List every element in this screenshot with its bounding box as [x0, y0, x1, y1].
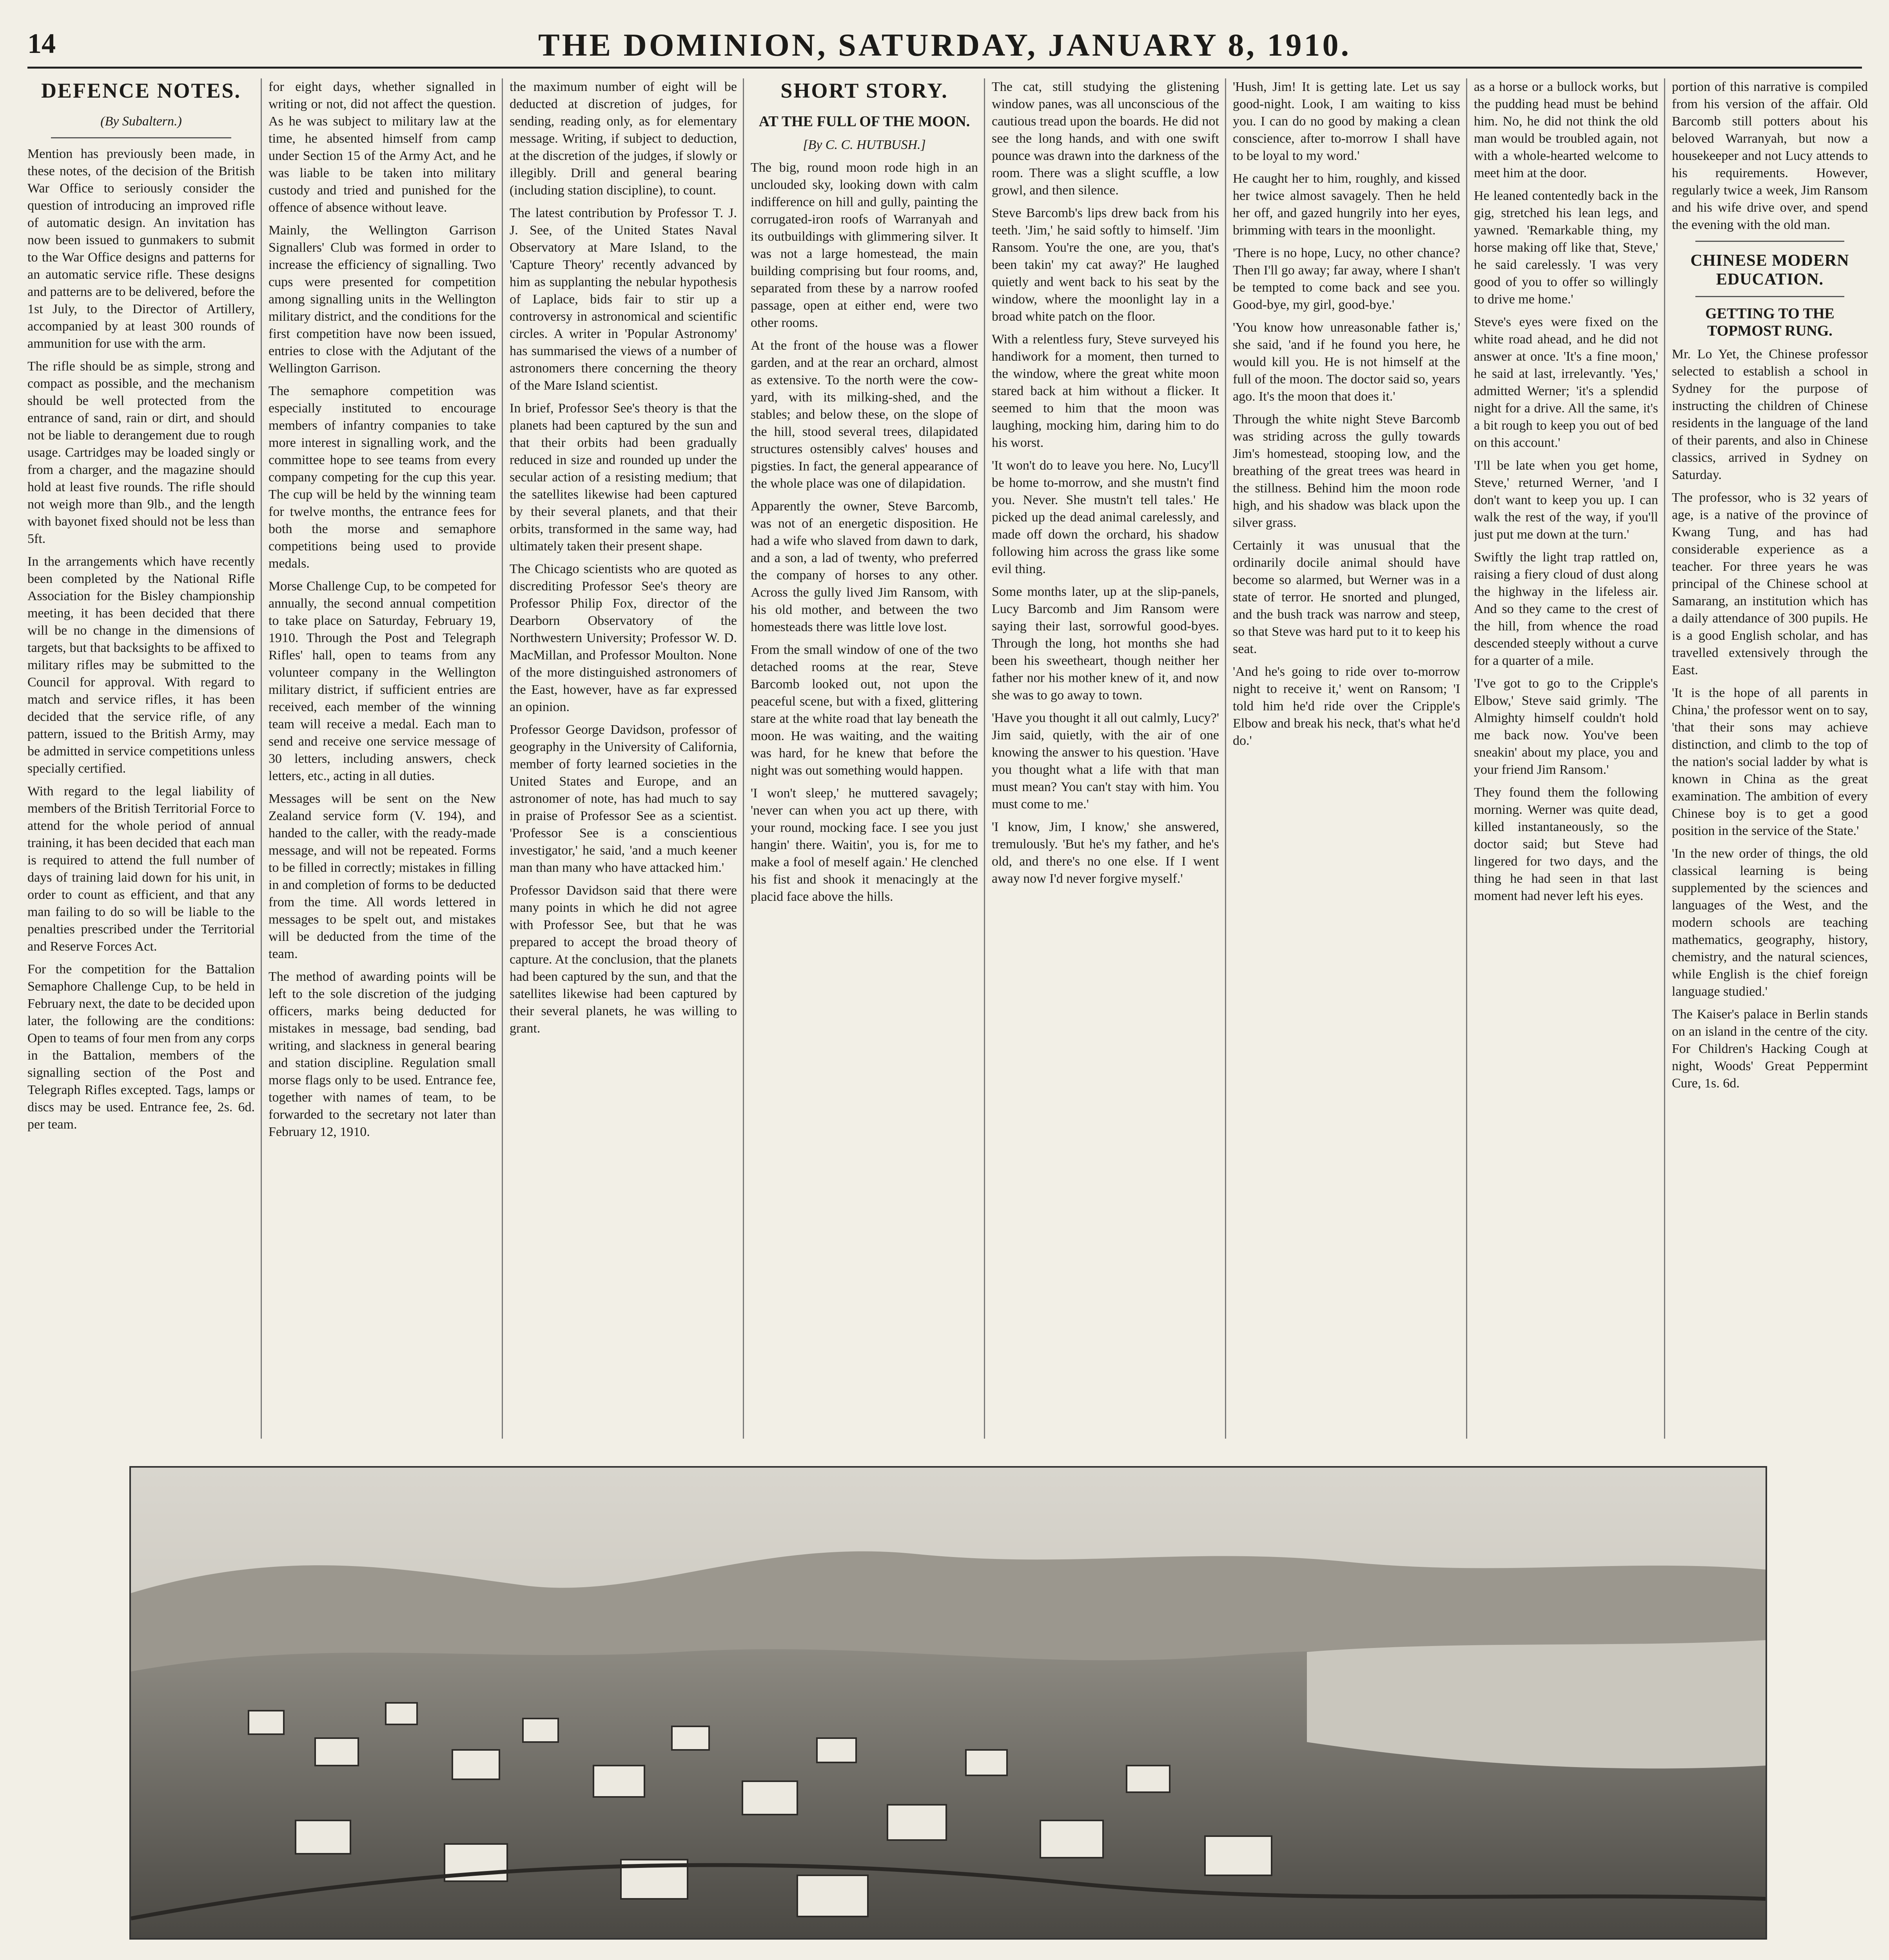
article-paragraph: Morse Challenge Cup, to be competed for annually, the second annual competition to take place on Saturday, February 19, 1910. Through the Post and Telegraph Rifles' hall, open to teams from any volunteer company in the Wellington military district, if sufficient entries are received, each member of the winning team will receive a medal. Each man to send and receive one service message of 30 letters, including answers, check letters, etc., acting in all duties.	[269, 579, 496, 783]
article-paragraph: For the competition for the Battalion Semaphore Challenge Cup, to be held in February next, the date to be decided upon later, the following are the conditions: Open to teams of four men from any corps in the Battalion, members of the signalling section of the Post and Telegraph Rifles excepted. Tags, lamps or discs may be used. Entrance fee, 2s. 6d. per team.	[27, 962, 255, 1132]
article-paragraph: 'There is no hope, Lucy, no other chance? Then I'll go away; far away, where I shan't be tempted to come back and see you. Good-bye, my girl, good-bye.'	[1233, 246, 1460, 312]
panorama-photo-illustration	[131, 1468, 1766, 1938]
defence-notes-column	[27, 78, 255, 1439]
divider	[1695, 241, 1844, 242]
column-rule	[1466, 78, 1467, 1439]
article-paragraph: Certainly it was unusual that the ordinarily docile animal should have become so alarmed, but Werner was in a state of terror. He snorted and plunged, and the bush track was narrow and steep, so that Steve was hard put to it to keep his seat.	[1233, 538, 1460, 656]
column-rule	[1664, 78, 1665, 1439]
page-number: 14	[27, 28, 56, 59]
masthead	[27, 24, 1862, 69]
short-story-column-3	[1233, 78, 1460, 1439]
short-story-heading: SHORT STORY.	[780, 79, 948, 102]
article-paragraph: 'It won't do to leave you here. No, Lucy'll be home to-morrow, and she mustn't find you. Never. She mustn't tell tales.' He picked up the dead animal carelessly, and made off down the orchard, his shadow following him across the grass like some evil thing.	[992, 458, 1219, 576]
article-paragraph: the maximum number of eight will be deducted at discretion of judges, for sending, reading only, as for elementary message. Writing, if subject to deduction, at the discretion of the judges, if slowly or illegibly. Drill and general bearing (including station discipline), to count.	[510, 80, 737, 198]
article-paragraph: 'In the new order of things, the old classical learning is being supplemented by the sciences and languages of the West, and the modern schools are teaching mathematics, geography, history, chemistry, and the natural sciences, while English is the chief foreign language studied.'	[1672, 846, 1868, 999]
military-column	[269, 78, 496, 1439]
chinese-education-column	[1672, 78, 1868, 1439]
short-story-byline: [By C. C. HUTBUSH.]	[803, 138, 926, 152]
article-paragraph: 'I won't sleep,' he muttered savagely; 'never can when you act up there, with your round, mocking face. I see you just hangin' there. Waitin', you is, for me to make a fool of meself again.' He clenched his fist and shook it menacingly at the placid face above the hills.	[751, 786, 978, 904]
column-rule	[261, 78, 262, 1439]
short-story-column	[751, 78, 978, 1439]
article-paragraph: 'I've got to go to the Cripple's Elbow,' Steve said grimly. 'The Almighty himself couldn't hold me back now. You've been sneakin' about my place, you and your friend Jim Ransom.'	[1474, 676, 1658, 777]
article-paragraph: portion of this narrative is compiled from his version of the affair. Old Barcomb still potters about his beloved Warranyah, but now a housekeeper and not Lucy attends to his requirements. However, regularly twice a week, Jim Ransom and his wife drive over, and spend the evening with the old man.	[1672, 80, 1868, 232]
masthead-title: THE DOMINION, SATURDAY, JANUARY 8, 1910.	[538, 27, 1351, 63]
article-paragraph: 'You know how unreasonable father is,' she said, 'and if he found you here, he would kill you. He is not himself at the full of the moon. The doctor said so, years ago. It's the moon that does it.'	[1233, 320, 1460, 404]
short-story-column-2	[992, 78, 1219, 1439]
defence-notes-heading: DEFENCE NOTES.	[41, 79, 241, 102]
article-paragraph: He caught her to him, roughly, and kissed her twice almost savagely. Then he held her off, and gazed hungrily into her eyes, brimming with tears in the moonlight.	[1233, 171, 1460, 238]
article-paragraph: 'And he's going to ride over to-morrow night to receive it,' went on Ransom; 'I told him he'd ride over the Cripple's Elbow and break his neck, that's what he'd do.'	[1233, 664, 1460, 748]
article-paragraph: as a horse or a bullock works, but the pudding head must be behind him. No, he did not think the old man would be troubled again, not with a whole-hearted welcome to meet him at the door.	[1474, 80, 1658, 180]
article-paragraph: The latest contribution by Professor T. J. J. See, of the United States Naval Observatory at Mare Island, to the 'Capture Theory' recently advanced by him as supplanting the nebular hypothesis of Laplace, bids fair to stir up a controversy in astronomical and scientific circles. A writer in 'Popular Astronomy' has summarised the views of a number of astronomers there concerning the theory of the Mare Island scientist.	[510, 206, 737, 393]
article-paragraph: Steve Barcomb's lips drew back from his teeth. 'Jim,' he said softly to himself. 'Jim Ransom. You're the one, are you, that's been takin' my cat away?' He laughed quietly and went back to his seat by the window, where the moonlight lay in a broad white patch on the floor.	[992, 206, 1219, 324]
article-paragraph: Mr. Lo Yet, the Chinese professor selected to establish a school in Sydney for the purpose of instructing the children of Chinese residents in the language of the land of their parents, and also in Chinese classics, arrived in Sydney on Saturday.	[1672, 347, 1868, 482]
article-paragraph: The method of awarding points will be left to the sole discretion of the judging officers, marks being deducted for mistakes in message, bad sending, bad writing, and slackness in general bearing and station discipline. Regulation small morse flags only to be used. Entrance fee, together with names of team, to be forwarded to the secretary not later than February 12, 1910.	[269, 969, 496, 1139]
column-rule	[502, 78, 503, 1439]
panorama-photo	[129, 1466, 1767, 1940]
column-rule	[743, 78, 744, 1439]
article-paragraph: for eight days, whether signalled in writing or not, did not affect the question. As he was subject to military law at the time, he absented himself from camp under Section 15 of the Army Act, and he was liable to be taken into military custody and tried and punished for the offence of absence without leave.	[269, 80, 496, 215]
column-rule	[1225, 78, 1226, 1439]
article-paragraph: Professor George Davidson, professor of geography in the University of California, member of forty learned societies in the United States and Europe, and an astronomer of note, has had much to say in praise of Professor See as a scientist. 'Professor See is a conscientious investigator,' he said, 'and a much keener man than many who have attacked him.'	[510, 722, 737, 875]
article-paragraph: The cat, still studying the glistening window panes, was all unconscious of the cautious tread upon the boards. He did not see the long hands, and with one swift pounce was drawn into the darkness of the room. There was a slight scuffle, a low growl, and then silence.	[992, 80, 1219, 198]
chinese-education-heading: CHINESE MODERN EDUCATION.	[1690, 252, 1849, 289]
article-paragraph: Steve's eyes were fixed on the white road ahead, and he did not answer at once. 'It's a fine moon,' he said at last, irrelevantly. 'Yes,' admitted Werner; 'it's a splendid night for a drive. All the same, it's a bit rough to keep you out of bed on this account.'	[1474, 315, 1658, 450]
article-paragraph: 'I'll be late when you get home, Steve,' returned Werner, 'and I don't want to keep you up. I can walk the rest of the way, if you'll just put me down at the turn.'	[1474, 458, 1658, 542]
chinese-education-subheading: GETTING TO THE TOPMOST RUNG.	[1705, 305, 1835, 339]
article-paragraph: With a relentless fury, Steve surveyed his handiwork for a moment, then turned to the window, where the great white moon stared back at him without a flicker. It seemed to him that the moon was laughing, mocking him, daring him to do his worst.	[992, 332, 1219, 450]
short-story-column-4	[1474, 78, 1658, 1439]
article-paragraph: Swiftly the light trap rattled on, raising a fiery cloud of dust along the highway in the lifeless air. And so they came to the crest of the hill, from whence the road descended steeply without a curve for a quarter of a mile.	[1474, 550, 1658, 668]
article-paragraph: Some months later, up at the slip-panels, Lucy Barcomb and Jim Ransom were saying their last, sorrowful good-byes. Through the long, hot months she had been his sweetheart, though neither her father nor his mother knew of it, and now she was to go away to town.	[992, 584, 1219, 702]
article-paragraph: With regard to the legal liability of members of the British Territorial Force to attend for the whole period of annual training, it has been decided that each man is required to attend the full number of days of training laid down for his unit, in order to count as efficient, and that any man failing to do so will be liable to the penalties prescribed under the Territorial and Reserve Forces Act.	[27, 784, 255, 954]
article-paragraph: Apparently the owner, Steve Barcomb, was not of an energetic disposition. He had a wife who slaved from dawn to dark, and a son, a lad of twenty, who preferred the company of horses to any other. Across the gully lived Jim Ransom, with his old mother, and between the two homesteads there was little love lost.	[751, 499, 978, 634]
article-paragraph: They found them the following morning. Werner was quite dead, killed instantaneously, so the doctor said; but Steve had lingered for two days, and the thing he had seen in that last moment had never left his eyes.	[1474, 785, 1658, 903]
article-paragraph: Through the white night Steve Barcomb was striding across the gully towards Jim's homestead, stooping low, and the breathing of the great trees was heard in the stillness. Behind him the moon rode high, and his shadow was black upon the silver grass.	[1233, 412, 1460, 530]
article-paragraph: 'I know, Jim, I know,' she answered, tremulously. 'But he's my father, and he's old, and there's no one else. If I went away now I'd never forgive myself.'	[992, 820, 1219, 886]
column-rule	[984, 78, 985, 1439]
article-paragraph: The Chicago scientists who are quoted as discrediting Professor See's theory are Professor Philip Fox, director of the Dearborn Observatory of the Northwestern University; Professor W. D. MacMillan, and Professor Moulton. None of the more distinguished astronomers of the East, however, have as far expressed an opinion.	[510, 562, 737, 714]
article-paragraph: At the front of the house was a flower garden, and at the rear an orchard, almost as extensive. To the north were the cow-yard, with its milking-shed, and the stables; and below these, on the slope of the hill, stood several trees, dilapidated structures ostensibly calves' houses and pigsties. In fact, the general appearance of the whole place was one of dilapidation.	[751, 338, 978, 491]
article-paragraph: In the arrangements which have recently been completed by the National Rifle Association for the Bisley championship meeting, it has been decided that there will be no change in the dimensions of targets, but that backsights to be affixed to military rifles may be submitted to the Council for approval. With regard to match and service rifles, it has been decided that the service rifle, of any pattern, issued to the British Army, may be admitted in service competitions unless specially certified.	[27, 554, 255, 776]
article-paragraph: Mention has previously been made, in these notes, of the decision of the British War Office to seriously consider the question of introducing an improved rifle of automatic design. An invitation has now been issued to gunmakers to submit to the War Office designs and patterns for an automatic service rifle. These designs and patterns are to be delivered, before the 1st July, to the Director of Artillery, accompanied by at least 300 rounds of ammunition for use with the arm.	[27, 147, 255, 351]
article-paragraph: Mainly, the Wellington Garrison Signallers' Club was formed in order to increase the efficiency of signalling. Two cups were presented for competition among signalling units in the Wellington military district, and the conditions for the first competition have now been issued, entries to close with the Adjutant of the Wellington Garrison.	[269, 223, 496, 376]
article-paragraph: The big, round moon rode high in an unclouded sky, looking down with calm indifference on hill and gully, painting the corrugated-iron roofs of Warranyah and its outbuildings with glimmering silver. It was not a large homestead, the main building comprising but four rooms, and, separated from these by a narrow roofed passage, open at either end, were two other rooms.	[751, 160, 978, 330]
article-paragraph: Messages will be sent on the New Zealand service form (V. 194), and handed to the caller, with the ready-made message, and will not be repeated. Forms to be filled in correctly; mistakes in filling in and completion of forms to be deducted from the time. All words lettered in messages to be spelt out, and mistakes will be deducted from the time of the team.	[269, 791, 496, 961]
article-paragraph: The rifle should be as simple, strong and compact as possible, and the mechanism should be well protected from the entrance of sand, rain or dirt, and should not be liable to derangement due to rough usage. Cartridges may be loaded singly or from a charger, and the magazine should hold at least five rounds. The rifle should not weigh more than 9lb., and the length with bayonet fixed should not be less than 5ft.	[27, 359, 255, 546]
article-paragraph: The Kaiser's palace in Berlin stands on an island in the centre of the city. For Children's Hacking Cough at night, Woods' Great Peppermint Cure, 1s. 6d.	[1672, 1007, 1868, 1091]
divider	[51, 137, 231, 138]
article-paragraph: 'Have you thought it all out calmly, Lucy?' Jim said, quietly, with the air of one knowing the answer to his question. 'Have you thought what a life with that man must mean? You can't stay with him. You must come to me.'	[992, 711, 1219, 811]
article-paragraph: The semaphore competition was especially instituted to encourage members of infantry companies to take more interest in signalling work, and the committee hope to see teams from every company competing for the cup this year. The cup will be held by the winning team for twelve months, the entrance fees for both the morse and semaphore competitions being used to provide medals.	[269, 384, 496, 571]
article-paragraph: From the small window of one of the two detached rooms at the rear, Steve Barcomb looked out, not upon the peaceful scene, but with a fixed, glittering stare at the white road that lay beneath the moon. He was waiting, and the waiting was hard, for he knew that before the night was out something would happen.	[751, 642, 978, 778]
capture-theory-column	[510, 78, 737, 1439]
defence-byline: (By Subaltern.)	[100, 114, 182, 129]
article-paragraph: 'Hush, Jim! It is getting late. Let us say good-night. Look, I am waiting to kiss you. I can do no good by making a clean conscience, after to-morrow I shall have to be loyal to my word.'	[1233, 80, 1460, 163]
article-paragraph: 'It is the hope of all parents in China,' the professor went on to say, 'that their sons may achieve distinction, and climb to the top of the nation's social ladder by what is known in China as the great examination. The ambition of every Chinese boy is to get a good position in the service of the State.'	[1672, 686, 1868, 838]
article-paragraph: The professor, who is 32 years of age, is a native of the province of Kwang Tung, and has had considerable experience as a teacher. For three years he was principal of the Chinese school at Samarang, an institution which has a daily attendance of 300 pupils. He is a good English scholar, and has travelled extensively through the East.	[1672, 490, 1868, 677]
article-paragraph: In brief, Professor See's theory is that the planets had been captured by the sun and that their orbits had been gradually reduced in size and rounded up under the secular action of a resisting medium; that the satellites likewise had been captured by their several planets, and that their orbits, transformed in the same way, had ultimately taken their present shape.	[510, 401, 737, 554]
article-paragraph: He leaned contentedly back in the gig, stretched his lean legs, and yawned. 'Remarkable thing, my horse making off like that, Steve,' he said carelessly. 'I was very good of you to offer so willingly to drive me home.'	[1474, 189, 1658, 307]
short-story-subheading: AT THE FULL OF THE MOON.	[759, 113, 970, 130]
divider	[1695, 296, 1844, 297]
article-paragraph: Professor Davidson said that there were many points in which he did not agree with Professor See, but that he was prepared to accept the broad theory of capture. At the conclusion, that the planets had been captured by the sun, and that the satellites likewise had been captured by their several planets, he was willing to grant.	[510, 883, 737, 1036]
